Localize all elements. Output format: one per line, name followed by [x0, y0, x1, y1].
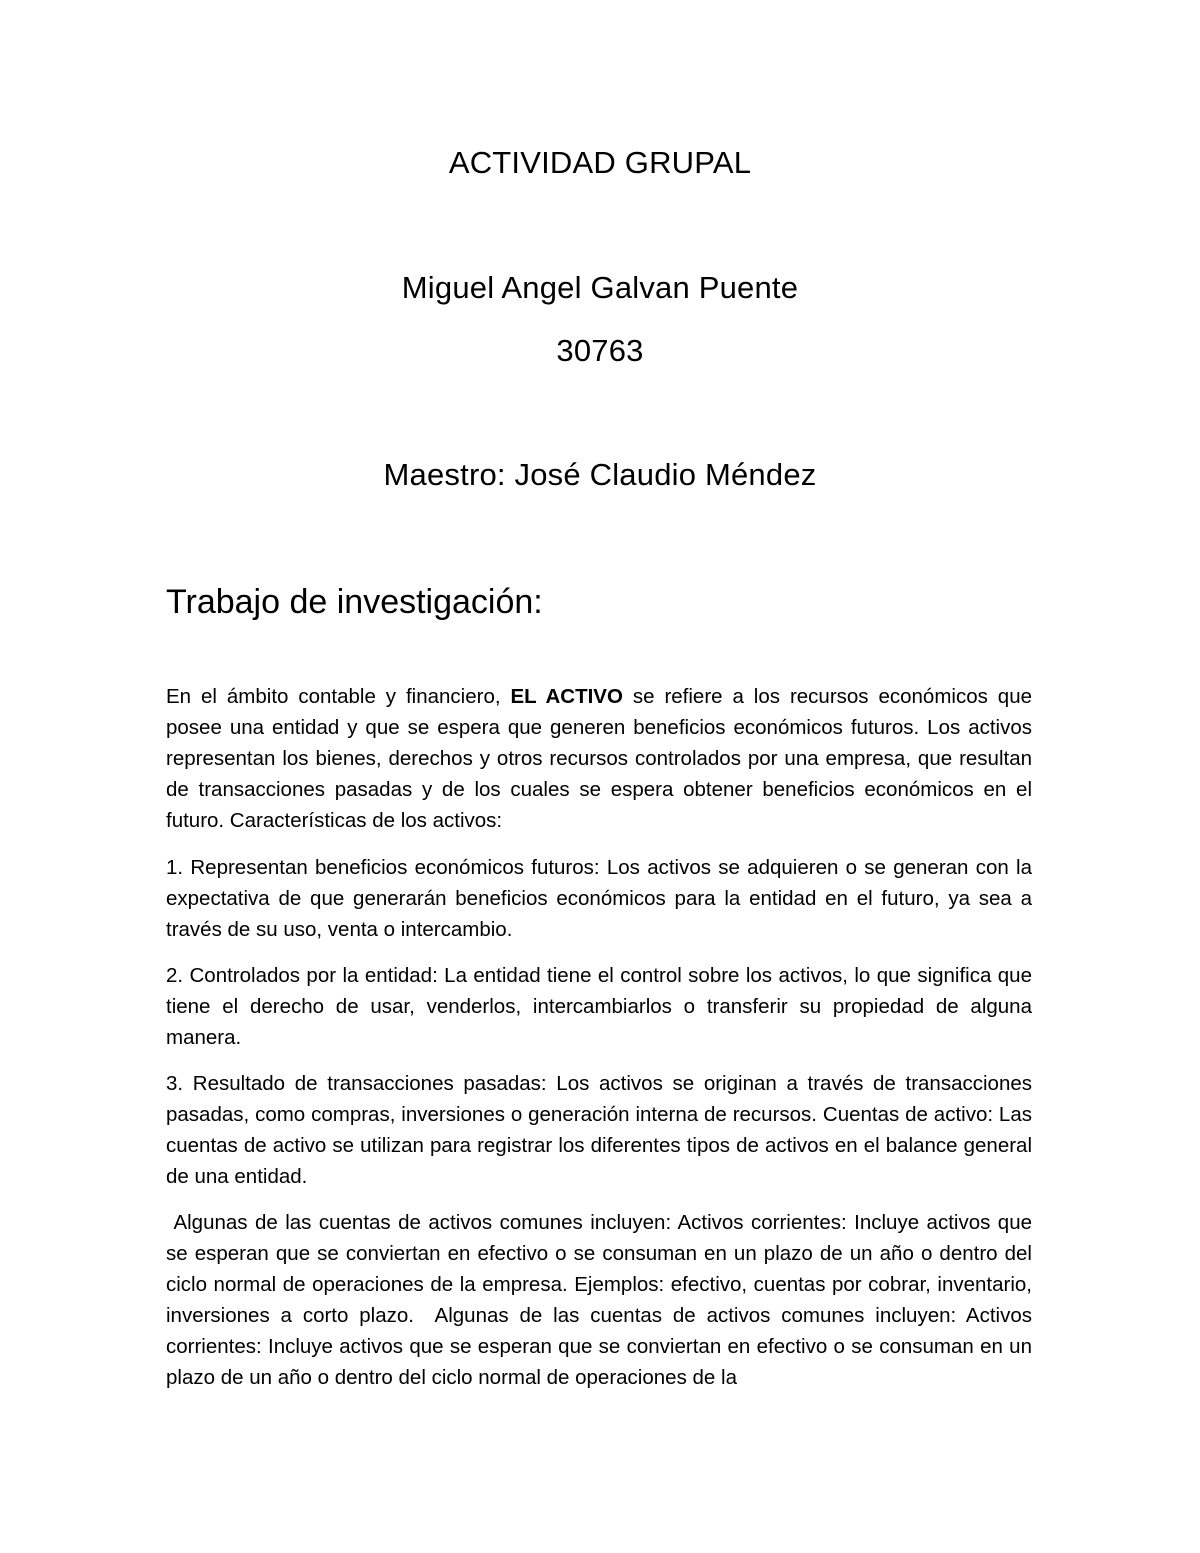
- paragraph-text: 1. Representan beneficios económicos futuros: Los activos se adquieren o se generan con la expectativa de que generarán beneficios económicos para la entidad en el futuro, ya sea a través de su uso, venta o intercambio.: [166, 856, 1032, 941]
- author-name: Miguel Angel Galvan Puente: [401, 270, 799, 305]
- paragraph-intro: [166, 681, 1032, 851]
- paragraph-text: 2. Controlados por la entidad: La entidad tiene el control sobre los activos, lo que significa que tiene el derecho de usar, venderlos, intercambiarlos o transferir su propiedad de alguna manera.: [166, 964, 1032, 1049]
- student-id: 30763: [556, 333, 644, 368]
- activo-term: EL ACTIVO: [510, 685, 623, 708]
- teacher-name: Maestro: José Claudio Méndez: [383, 457, 817, 492]
- paragraph-accounts: [166, 1207, 1038, 1408]
- paragraph-text: Algunas de las cuentas de activos comunes incluyen: Activos corrientes: Incluye activos que se esperan que se conviertan en efectivo o se consuman en un plazo de un año o dentro del ciclo normal de operaciones de la empresa. Ejemplos: efectivo, cuentas por cobrar, inventario, inversiones a corto plazo. Algunas de las cuentas de activos comunes incluyen: Activos corrientes: Incluye activos que se esperan que se conviertan en efectivo o se consuman en un plazo de un año o dentro del ciclo normal de operaciones de la: [166, 1211, 1038, 1389]
- paragraph-text-end: se refiere a los recursos económicos que posee una entidad y que se espera que generen beneficios económicos futuros. Los activos representan los bienes, derechos y otros recursos controlados por una empresa, que resultan de transacciones pasadas y de los cuales se espera obtener beneficios económicos en el futuro. Características de los activos:: [166, 685, 1033, 832]
- paragraph-text-start: En el ámbito contable y financiero,: [166, 685, 511, 708]
- paragraph-text: [166, 681, 1032, 836]
- paragraph-text: 3. Resultado de transacciones pasadas: Los activos se originan a través de transacciones pasadas, como compras, inversiones o generación interna de recursos. Cuentas de activo: Las cuentas de activo se utilizan para registrar los diferentes tipos de activos en el balance general de una entidad.: [166, 1072, 1032, 1188]
- paragraph-item-2: [166, 960, 1032, 1068]
- document-title: ACTIVIDAD GRUPAL: [448, 145, 752, 180]
- paragraph-item-1: [166, 852, 1032, 960]
- paragraph-item-3: [166, 1068, 1032, 1207]
- section-heading: Trabajo de investigación:: [166, 583, 543, 621]
